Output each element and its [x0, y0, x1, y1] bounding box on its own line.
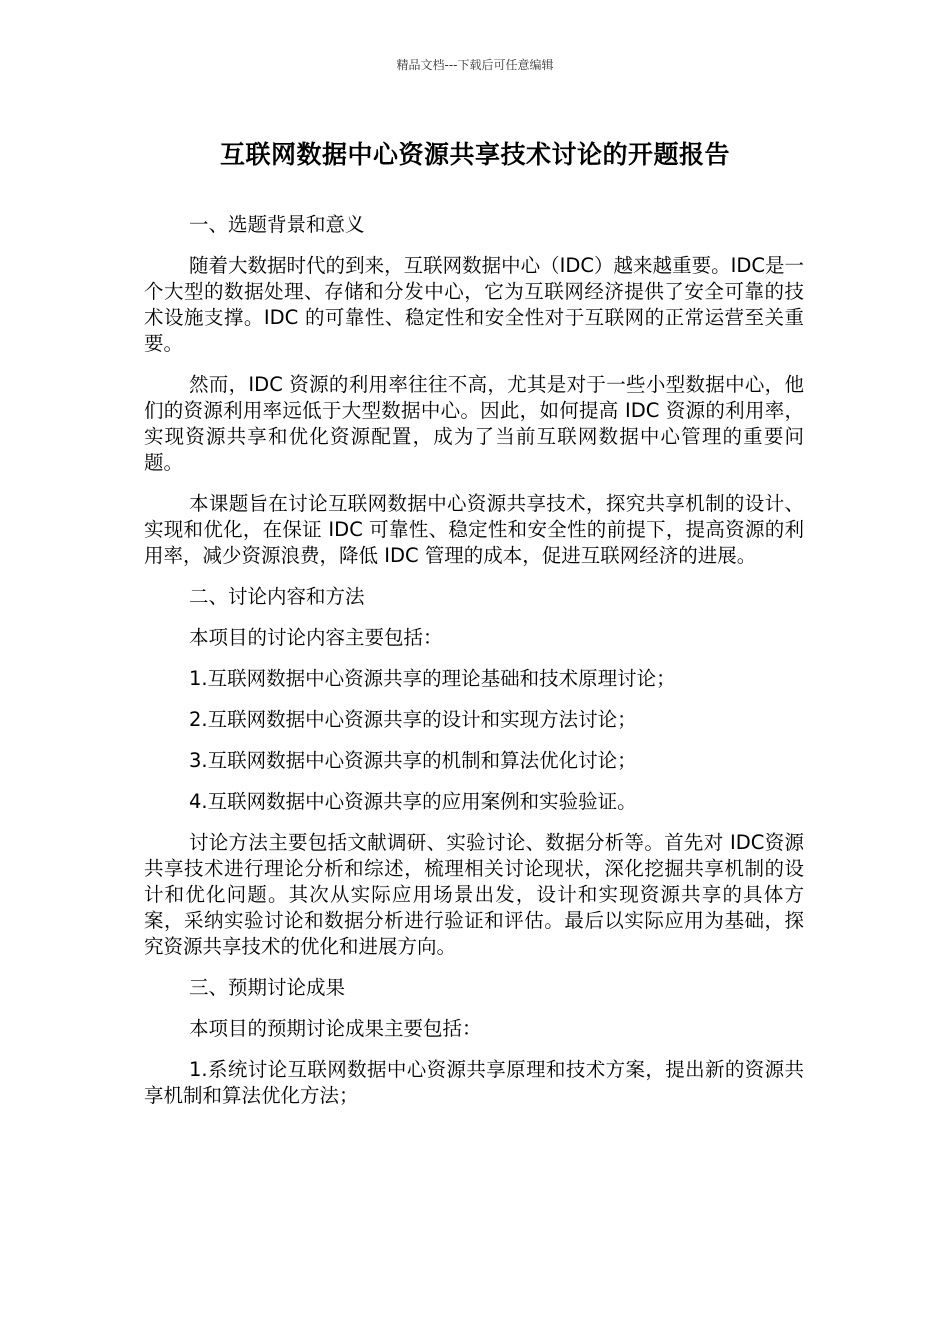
list-item-content-3: 3.互联网数据中心资源共享的机制和算法优化讨论； — [189, 749, 637, 772]
header-note: 精品文档---下载后可任意编辑 — [396, 58, 554, 72]
paragraph-content-intro: 本项目的讨论内容主要包括： — [189, 626, 443, 649]
paragraph-results-intro: 本项目的预期讨论成果主要包括： — [189, 1017, 482, 1040]
document-title: 互联网数据中心资源共享技术讨论的开题报告 — [219, 140, 730, 169]
section-heading-background: 一、选题背景和意义 — [189, 213, 365, 236]
document-body — [144, 212, 804, 1124]
list-item-content-1: 1.互联网数据中心资源共享的理论基础和技术原理讨论； — [189, 667, 676, 690]
paragraph-background-2: 然而，IDC 资源的利用率往往不高，尤其是对于一些小型数据中心，他们的资源利用率远低于大型数据中心。因此，如何提高 IDC 资源的利用率，实现资源共享和优化资源配置，成为了当前互联网数据中心管理的重要问题。 — [144, 373, 804, 474]
paragraph-methods: 讨论方法主要包括文献调研、实验讨论、数据分析等。首先对 IDC资源共享技术进行理论分析和综述，梳理相关讨论现状，深化挖掘共享机制的设计和优化问题。其次从实际应用场景出发，设计和实现资源共享的具体方案，采纳实验讨论和数据分析进行验证和评估。最后以实际应用为基础，探究资源共享技术的优化和进展方向。 — [144, 831, 804, 958]
list-item-content-4: 4.互联网数据中心资源共享的应用案例和实验验证。 — [189, 790, 637, 813]
list-item-content-2: 2.互联网数据中心资源共享的设计和实现方法讨论； — [189, 708, 637, 731]
section-heading-content-methods: 二、讨论内容和方法 — [189, 585, 365, 608]
list-item-results-1: 1.系统讨论互联网数据中心资源共享原理和技术方案，提出新的资源共享机制和算法优化方法； — [144, 1058, 804, 1107]
paragraph-background-1: 随着大数据时代的到来，互联网数据中心（IDC）越来越重要。IDC是一个大型的数据处理、存储和分发中心，它为互联网经济提供了安全可靠的技术设施支撑。IDC 的可靠性、稳定性和安全性对于互联网的正常运营至关重要。 — [144, 254, 804, 355]
paragraph-background-3: 本课题旨在讨论互联网数据中心资源共享技术，探究共享机制的设计、实现和优化，在保证 IDC 可靠性、稳定性和安全性的前提下，提高资源的利用率，减少资源浪费，降低 IDC 管理的成本，促进互联网经济的进展。 — [144, 492, 804, 567]
section-heading-expected-results: 三、预期讨论成果 — [189, 976, 346, 999]
